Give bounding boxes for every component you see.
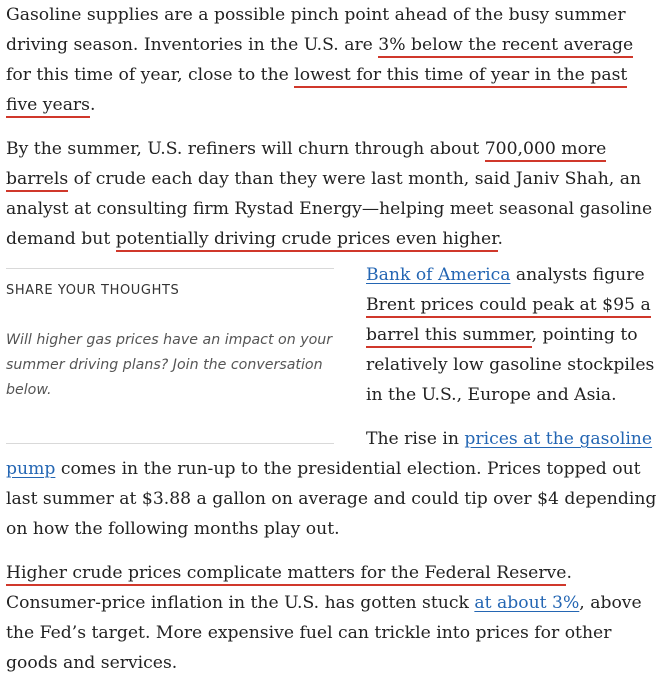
paragraph-text: . Consumer-price inflation in the U.S. has gotten stuck — [6, 563, 572, 613]
paragraph-text: for this time of year, close to the — [6, 65, 295, 85]
paragraph-gasoline-supplies — [6, 0, 662, 120]
paragraph-text: , above the Fed’s target. More expensive fuel can trickle into prices for other goods and services. — [6, 593, 642, 673]
highlight-five-year-low: lowest for this time of year in the past five years — [6, 65, 627, 118]
gasoline-pump-prices-link[interactable]: prices at the gasoline pump — [6, 429, 653, 479]
highlight-federal-reserve: Higher crude prices complicate matters for the Federal Reserve — [6, 563, 566, 586]
article-body — [6, 0, 662, 678]
paragraph-refiners — [6, 134, 662, 254]
paragraph-text: of crude each day than they were last month, said Janiv Shah, an analyst at consulting firm Rystad Energy—helping meet seasonal gasoline demand but — [6, 169, 653, 249]
share-your-thoughts-box — [6, 268, 334, 444]
paragraph-federal-reserve — [6, 558, 662, 678]
paragraph-text: . — [497, 229, 504, 249]
highlight-crude-prices-higher: potentially driving crude prices even higher — [116, 229, 498, 252]
paragraph-text: By the summer, U.S. refiners will churn through about — [6, 139, 485, 159]
aside-title: SHARE YOUR THOUGHTS — [6, 283, 180, 298]
paragraph-text: analysts figure — [510, 265, 645, 285]
inflation-3-percent-link[interactable]: at about 3% — [474, 593, 580, 613]
paragraph-text: Gasoline supplies are a possible pinch point ahead of the busy summer driving season. Inventories in the U.S. are — [6, 5, 626, 55]
paragraph-text: , pointing to relatively low gasoline stockpiles in the U.S., Europe and Asia. — [366, 325, 655, 405]
paragraph-text: The rise in — [366, 429, 465, 449]
highlight-more-barrels: 700,000 more barrels — [6, 139, 606, 192]
highlight-brent-peak: Brent prices could peak at $95 a barrel this summer — [366, 295, 651, 348]
paragraph-text: . — [89, 95, 96, 115]
highlight-below-average: 3% below the recent average — [378, 35, 633, 58]
aside-prompt: Will higher gas prices have an impact on your summer driving plans? Join the conversation below. — [6, 332, 333, 398]
bank-of-america-link[interactable]: Bank of America — [366, 265, 511, 285]
paragraph-text: comes in the run-up to the presidential election. Prices topped out last summer at $3.88 a gallon on average and could tip over $4 depending on how the following months play out. — [6, 459, 657, 539]
